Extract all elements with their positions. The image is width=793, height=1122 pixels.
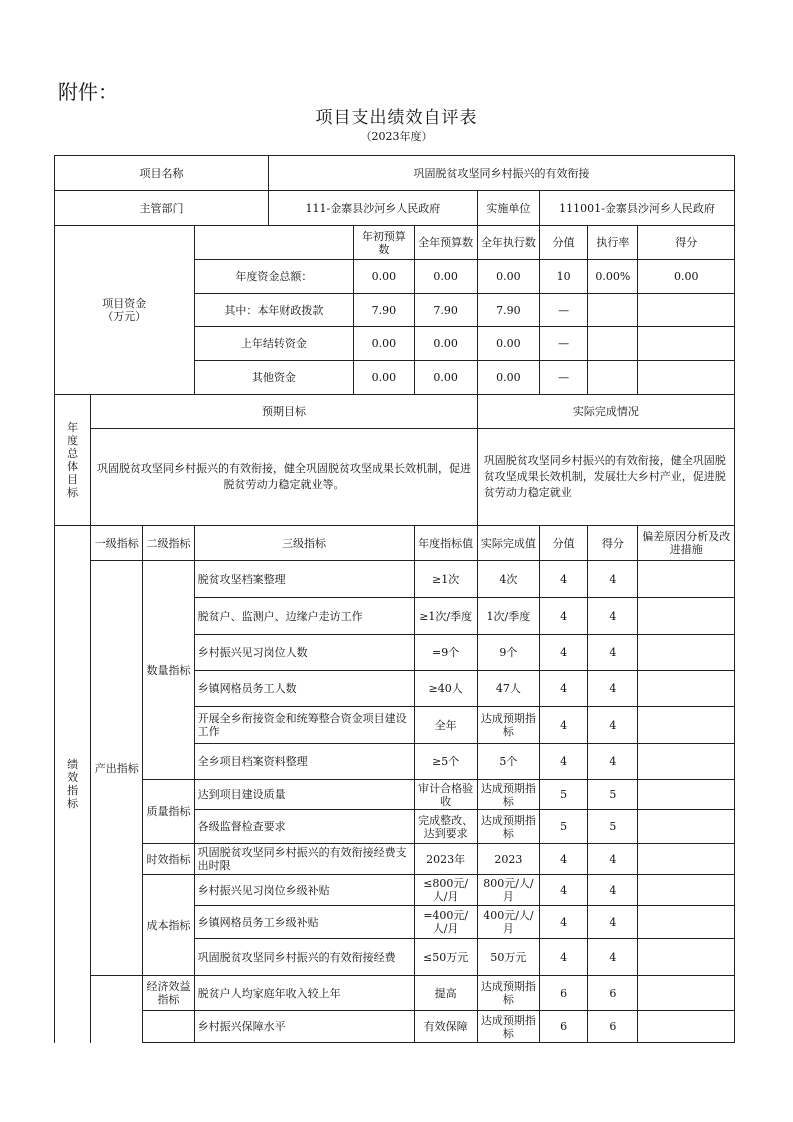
- funds-score-value: —: [540, 294, 588, 327]
- funds-header-score: 得分: [638, 226, 735, 260]
- indicator-score-value: 5: [540, 810, 588, 844]
- funds-row-label: 上年结转资金: [194, 327, 354, 361]
- indicator-target: ≥5个: [414, 744, 477, 780]
- goals-expected-header: 预期目标: [91, 395, 478, 429]
- indicator-score: 4: [588, 906, 638, 939]
- indicator-reason: [638, 844, 735, 875]
- indicator-score-value: 4: [540, 598, 588, 635]
- funds-exec: 0.00: [477, 327, 539, 361]
- funds-rate: [588, 294, 638, 327]
- indicator-score-value: 4: [540, 561, 588, 598]
- goals-expected-text: 巩固脱贫攻坚同乡村振兴的有效衔接，健全巩固脱贫攻坚成果长效机制，促进脱贫劳动力稳定就业等。: [91, 429, 478, 526]
- goals-actual-header: 实际完成情况: [477, 395, 734, 429]
- funds-initial: 0.00: [354, 361, 414, 395]
- funds-rate: [588, 361, 638, 395]
- goals-actual-text: 巩固脱贫攻坚同乡村振兴的有效衔接，健全巩固脱贫攻坚成果长效机制，发展壮大乡村产业，促进脱贫劳动力稳定就业: [477, 429, 734, 526]
- funds-header-score-value: 分值: [540, 226, 588, 260]
- indicator-name: 脱贫户人均家庭年收入较上年: [194, 976, 414, 1011]
- header-actual: 实际完成值: [477, 526, 539, 561]
- indicator-score: 4: [588, 707, 638, 744]
- funds-annual: 7.90: [414, 294, 477, 327]
- indicator-score-value: 4: [540, 939, 588, 976]
- project-name-value: 巩固脱贫攻坚同乡村振兴的有效衔接: [268, 156, 734, 191]
- indicator-actual: 1次/季度: [477, 598, 539, 635]
- level2-economic: 经济效益指标: [143, 976, 194, 1011]
- header-reason: 偏差原因分析及改进措施: [638, 526, 735, 561]
- funds-score-value: 10: [540, 260, 588, 294]
- indicator-target: ≤800元/人/月: [414, 875, 477, 906]
- indicator-reason: [638, 1011, 735, 1043]
- project-name-label: 项目名称: [55, 156, 269, 191]
- indicator-score: 6: [588, 976, 638, 1011]
- indicator-name: 开展全乡衔接资金和统筹整合资金项目建设工作: [194, 707, 414, 744]
- indicator-target: ≥1次/季度: [414, 598, 477, 635]
- page-title: 项目支出绩效自评表: [315, 108, 478, 128]
- indicator-score: 4: [588, 875, 638, 906]
- attachment-label: 附件：: [58, 80, 118, 104]
- funds-header-blank: [194, 226, 354, 260]
- funds-score: [638, 361, 735, 395]
- header-target: 年度指标值: [414, 526, 477, 561]
- indicator-actual: 达成预期指标: [477, 1011, 539, 1043]
- header-level1: 一级指标: [91, 526, 143, 561]
- indicator-score: 4: [588, 635, 638, 671]
- indicator-row: [55, 875, 735, 906]
- indicator-actual: 达成预期指标: [477, 810, 539, 844]
- indicator-actual: 2023: [477, 844, 539, 875]
- indicator-name: 乡镇网格员务工乡级补贴: [194, 906, 414, 939]
- indicator-target: 有效保障: [414, 1011, 477, 1043]
- funds-rate: [588, 327, 638, 361]
- funds-annual: 0.00: [414, 361, 477, 395]
- header-score: 得分: [588, 526, 638, 561]
- indicator-reason: [638, 780, 735, 810]
- funds-header-row: [55, 226, 735, 260]
- level2-cost: 成本指标: [143, 875, 194, 976]
- indicator-score: 5: [588, 810, 638, 844]
- indicator-name: 脱贫户、监测户、边缘户走访工作: [194, 598, 414, 635]
- header-score-value: 分值: [540, 526, 588, 561]
- funds-row-label: 其中：本年财政拨款: [194, 294, 354, 327]
- indicator-reason: [638, 744, 735, 780]
- indicator-reason: [638, 561, 735, 598]
- funds-row-label: 年度资金总额：: [194, 260, 354, 294]
- indicator-actual: 800元/人/月: [477, 875, 539, 906]
- department-row: [55, 191, 735, 226]
- indicator-reason: [638, 976, 735, 1011]
- indicator-score: 4: [588, 844, 638, 875]
- indicator-score-value: 4: [540, 844, 588, 875]
- indicator-row: [55, 780, 735, 810]
- indicator-score: 6: [588, 1011, 638, 1043]
- funds-initial: 7.90: [354, 294, 414, 327]
- funds-label: 项目资金 （万元）: [55, 226, 195, 395]
- indicator-reason: [638, 906, 735, 939]
- indicator-name: 脱贫攻坚档案整理: [194, 561, 414, 598]
- indicator-target: ≤50万元: [414, 939, 477, 976]
- indicator-score-value: 4: [540, 635, 588, 671]
- indicator-name: 乡村振兴见习岗位乡级补贴: [194, 875, 414, 906]
- funds-annual: 0.00: [414, 260, 477, 294]
- indicator-reason: [638, 707, 735, 744]
- indicator-score-value: 4: [540, 671, 588, 707]
- impl-unit-label: 实施单位: [477, 191, 539, 226]
- indicator-target: =9个: [414, 635, 477, 671]
- goals-header-row: [55, 395, 735, 429]
- dept-value: 111-金寨县沙河乡人民政府: [268, 191, 477, 226]
- indicator-score-value: 4: [540, 875, 588, 906]
- indicator-reason: [638, 635, 735, 671]
- indicator-score-value: 5: [540, 780, 588, 810]
- funds-score: [638, 294, 735, 327]
- indicator-actual: 47人: [477, 671, 539, 707]
- indicator-score: 4: [588, 744, 638, 780]
- indicator-score: 4: [588, 939, 638, 976]
- impl-unit-value: 111001-金寨县沙河乡人民政府: [540, 191, 735, 226]
- indicator-row: [55, 1011, 735, 1043]
- indicator-target: 提高: [414, 976, 477, 1011]
- indicator-target: 全年: [414, 707, 477, 744]
- funds-header-initial: 年初预算数: [354, 226, 414, 260]
- project-name-row: [55, 156, 735, 191]
- indicator-name: 乡村振兴保障水平: [194, 1011, 414, 1043]
- indicator-name: 乡镇网格员务工人数: [194, 671, 414, 707]
- indicator-target: 审计合格验收: [414, 780, 477, 810]
- header-level3: 三级指标: [194, 526, 414, 561]
- indicator-name: 达到项目建设质量: [194, 780, 414, 810]
- indicator-reason: [638, 598, 735, 635]
- indicator-reason: [638, 875, 735, 906]
- indicator-row: [55, 976, 735, 1011]
- funds-header-exec: 全年执行数: [477, 226, 539, 260]
- funds-exec: 0.00: [477, 361, 539, 395]
- level1-effect: [91, 976, 143, 1043]
- indicator-name: 乡村振兴见习岗位人数: [194, 635, 414, 671]
- indicator-score: 4: [588, 561, 638, 598]
- funds-rate: 0.00%: [588, 260, 638, 294]
- indicator-score-value: 6: [540, 976, 588, 1011]
- indicator-name: 全乡项目档案资料整理: [194, 744, 414, 780]
- indicator-row: [55, 844, 735, 875]
- funds-row-label: 其他资金: [194, 361, 354, 395]
- indicator-actual: 4次: [477, 561, 539, 598]
- indicator-row: [55, 561, 735, 598]
- funds-score: 0.00: [638, 260, 735, 294]
- indicator-actual: 达成预期指标: [477, 780, 539, 810]
- indicator-score: 4: [588, 598, 638, 635]
- indicator-score: 4: [588, 671, 638, 707]
- level2-social: [143, 1011, 194, 1043]
- level2-timeliness: 时效指标: [143, 844, 194, 875]
- funds-score-value: —: [540, 361, 588, 395]
- indicator-name: 巩固脱贫攻坚同乡村振兴的有效衔接经费: [194, 939, 414, 976]
- goals-content-row: [55, 429, 735, 526]
- indicator-actual: 50万元: [477, 939, 539, 976]
- indicator-target: =400元/人/月: [414, 906, 477, 939]
- funds-score-value: —: [540, 327, 588, 361]
- indicator-actual: 9个: [477, 635, 539, 671]
- goals-label: 年 度 总 体 目 标: [55, 395, 91, 526]
- funds-initial: 0.00: [354, 327, 414, 361]
- indicator-reason: [638, 939, 735, 976]
- funds-score: [638, 327, 735, 361]
- level2-quality: 质量指标: [143, 780, 194, 844]
- indicator-score-value: 4: [540, 906, 588, 939]
- level2-quantity: 数量指标: [143, 561, 194, 780]
- dept-label: 主管部门: [55, 191, 269, 226]
- indicator-actual: 400元/人/月: [477, 906, 539, 939]
- indicator-score: 5: [588, 780, 638, 810]
- funds-annual: 0.00: [414, 327, 477, 361]
- indicator-target: 2023年: [414, 844, 477, 875]
- indicator-actual: 5个: [477, 744, 539, 780]
- funds-header-annual: 全年预算数: [414, 226, 477, 260]
- indicator-score-value: 6: [540, 1011, 588, 1043]
- indicator-reason: [638, 671, 735, 707]
- funds-header-rate: 执行率: [588, 226, 638, 260]
- indicator-target: 完成整改、达到要求: [414, 810, 477, 844]
- performance-table: [54, 155, 735, 1043]
- indicator-actual: 达成预期指标: [477, 707, 539, 744]
- indicator-score-value: 4: [540, 707, 588, 744]
- level1-output: 产出指标: [91, 561, 143, 976]
- year-label: （2023年度）: [360, 130, 433, 143]
- indicator-actual: 达成预期指标: [477, 976, 539, 1011]
- indicator-target: ≥40人: [414, 671, 477, 707]
- indicators-header-row: [55, 526, 735, 561]
- indicator-name: 各级监督检查要求: [194, 810, 414, 844]
- indicators-label: 绩 效 指 标: [55, 526, 91, 1043]
- funds-exec: 0.00: [477, 260, 539, 294]
- indicator-reason: [638, 810, 735, 844]
- funds-initial: 0.00: [354, 260, 414, 294]
- indicator-score-value: 4: [540, 744, 588, 780]
- indicator-target: ≥1次: [414, 561, 477, 598]
- indicator-name: 巩固脱贫攻坚同乡村振兴的有效衔接经费支出时限: [194, 844, 414, 875]
- header-level2: 二级指标: [143, 526, 194, 561]
- funds-exec: 7.90: [477, 294, 539, 327]
